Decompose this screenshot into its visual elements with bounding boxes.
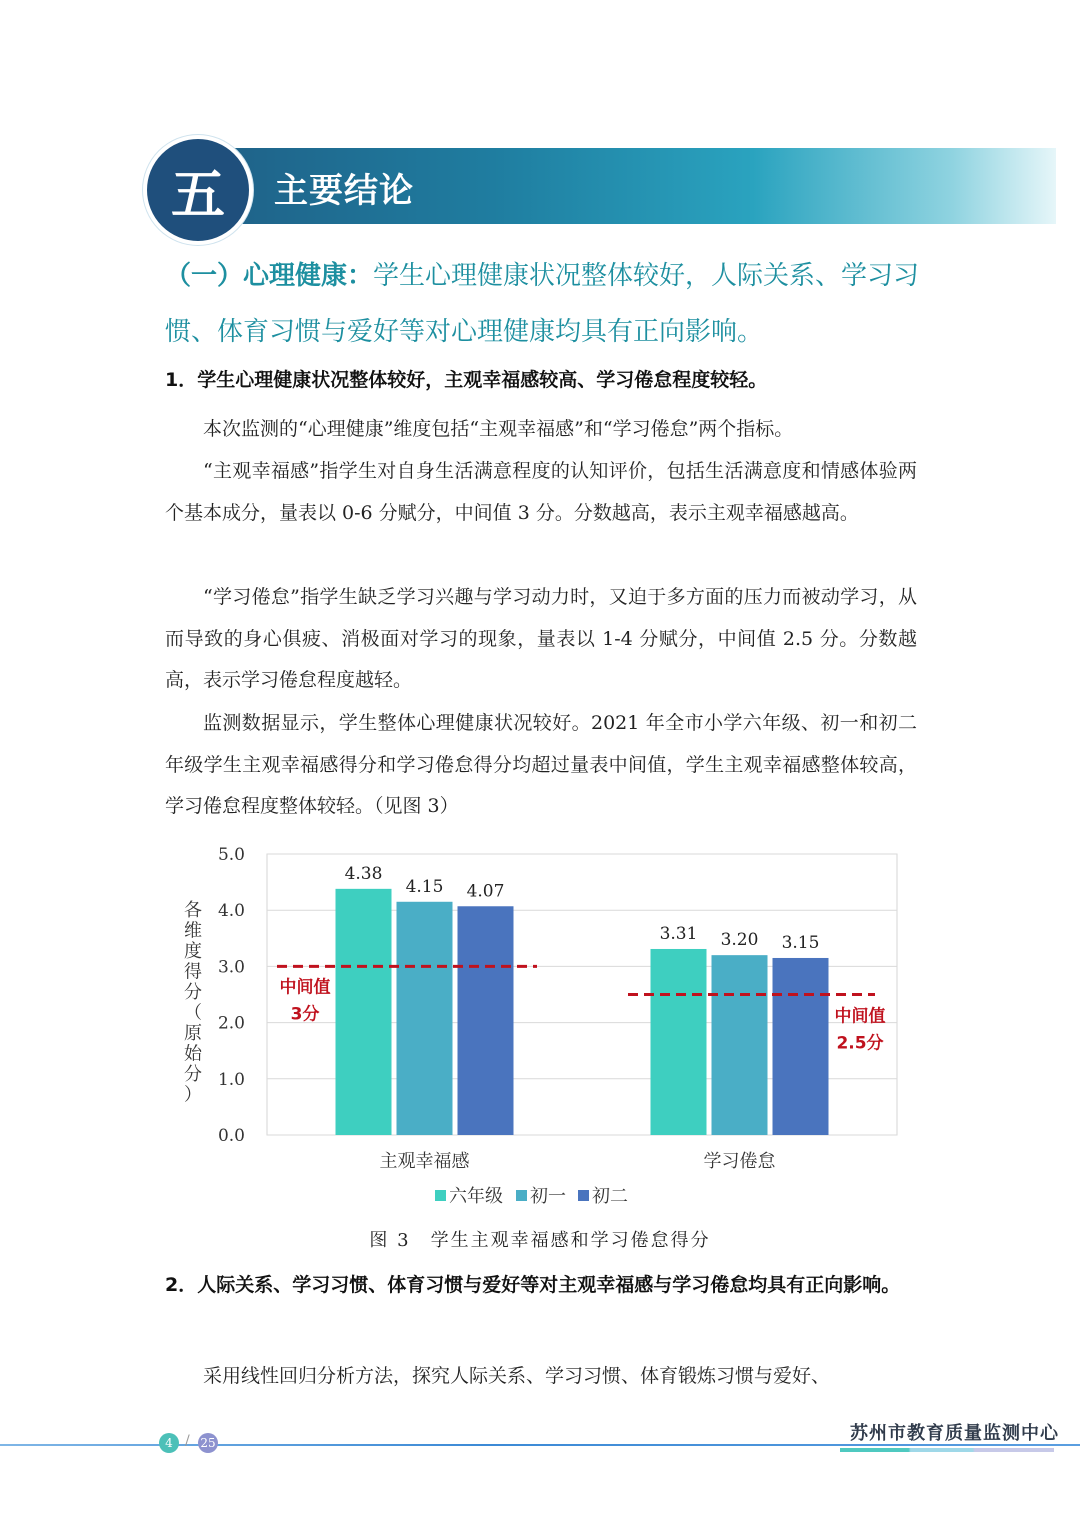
bar xyxy=(397,902,453,1135)
heading-1: 1．学生心理健康状况整体较好，主观幸福感较高、学习倦怠程度较轻。 xyxy=(165,369,768,391)
y-tick-label: 1.0 xyxy=(217,1069,245,1090)
y-axis-label-char: 维 xyxy=(184,920,202,942)
paragraph-4: 监测数据显示，学生整体心理健康状况较好。2021 年全市小学六年级、初一和初二年级学生主观幸福感得分和学习倦怠得分均超过量表中间值，学生主观幸福感整体较高，学习倦怠程度整体较轻。（见图 3） xyxy=(165,712,917,817)
bar xyxy=(773,958,829,1135)
y-tick-label: 3.0 xyxy=(217,957,245,978)
bar-data-label: 3.31 xyxy=(659,923,698,944)
y-tick-label: 0.0 xyxy=(217,1126,245,1146)
y-axis-label-char: 分 xyxy=(184,982,202,1003)
legend-swatch xyxy=(578,1190,589,1201)
bar xyxy=(458,906,514,1135)
y-axis-label-char: 分 xyxy=(184,1064,202,1085)
bar-data-label: 4.07 xyxy=(466,881,505,902)
y-axis-label-char: 始 xyxy=(184,1043,202,1065)
legend-swatch xyxy=(516,1190,527,1201)
y-axis-label-char: （ xyxy=(184,1002,202,1024)
organization-name: 苏州市教育质量监测中心 xyxy=(850,1423,1059,1444)
x-tick-label: 主观幸福感 xyxy=(379,1151,470,1172)
reference-label: 中间值 xyxy=(834,1006,886,1027)
reference-label: 2.5分 xyxy=(836,1033,884,1054)
legend-entry: 初二 xyxy=(592,1186,628,1207)
paragraph-5: 采用线性回归分析方法，探究人际关系、学习习惯、体育锻炼习惯与爱好、 xyxy=(203,1365,831,1387)
page-separator: / xyxy=(185,1433,190,1449)
section-number-badge xyxy=(143,135,253,245)
page-number-badge: 4 xyxy=(159,1433,179,1453)
paragraph-1: 本次监测的“心理健康”维度包括“主观幸福感”和“学习倦怠”两个指标。 xyxy=(203,418,794,440)
section-title: 主要结论 xyxy=(274,171,414,211)
legend-swatch xyxy=(435,1190,446,1201)
y-axis-label-char: 原 xyxy=(184,1023,202,1044)
organization-underline xyxy=(840,1448,1054,1452)
heading-2: 2．人际关系、学习习惯、体育习惯与爱好等对主观幸福感与学习倦怠均具有正向影响。 xyxy=(165,1274,901,1296)
x-tick-label: 学习倦怠 xyxy=(703,1151,776,1172)
subsection-title xyxy=(165,248,925,360)
bar-data-label: 4.15 xyxy=(405,876,444,897)
y-axis-label-char: ） xyxy=(184,1084,202,1106)
legend-entry: 六年级 xyxy=(449,1186,503,1207)
bar-data-label: 3.20 xyxy=(720,930,759,951)
reference-label: 3分 xyxy=(290,1004,320,1025)
y-axis-label-char: 得 xyxy=(184,961,202,983)
paragraph-2: “主观幸福感”指学生对自身生活满意程度的认知评价，包括生活满意度和情感体验两个基本成分，量表以 0-6 分赋分，中间值 3 分。分数越高，表示主观幸福感越高。 xyxy=(165,460,917,524)
bar-data-label: 4.38 xyxy=(344,863,383,884)
y-tick-label: 2.0 xyxy=(217,1013,245,1034)
y-tick-label: 4.0 xyxy=(217,901,245,922)
reference-label: 中间值 xyxy=(279,977,331,998)
paragraph-3: “学习倦怠”指学生缺乏学习兴趣与学习动力时，又迫于多方面的压力而被动学习，从而导致的身心俱疲、消极面对学习的现象，量表以 1-4 分赋分，中间值 2.5 分。分数越高，表示学习倦怠程度越轻。 xyxy=(165,586,917,691)
subsection-text: 学生心理健康状况整体较好，人际关系、学习习惯、体育习惯与爱好等对心理健康均具有正向影响。 xyxy=(165,261,920,347)
bar xyxy=(651,949,707,1135)
subsection-lead: （一）心理健康： xyxy=(165,261,374,291)
bar xyxy=(336,889,392,1135)
bar-data-label: 3.15 xyxy=(781,932,820,953)
section-number: 五 xyxy=(171,162,225,226)
bar-chart xyxy=(165,838,925,1218)
y-axis-label-char: 各 xyxy=(184,900,202,921)
legend-entry: 初一 xyxy=(530,1186,566,1207)
bar xyxy=(712,955,768,1135)
y-tick-label: 5.0 xyxy=(217,845,245,865)
figure-caption: 图 3 学生主观幸福感和学习倦怠得分 xyxy=(369,1230,711,1251)
page-total-badge: 25 xyxy=(198,1433,218,1453)
y-axis-label-char: 度 xyxy=(184,941,202,962)
